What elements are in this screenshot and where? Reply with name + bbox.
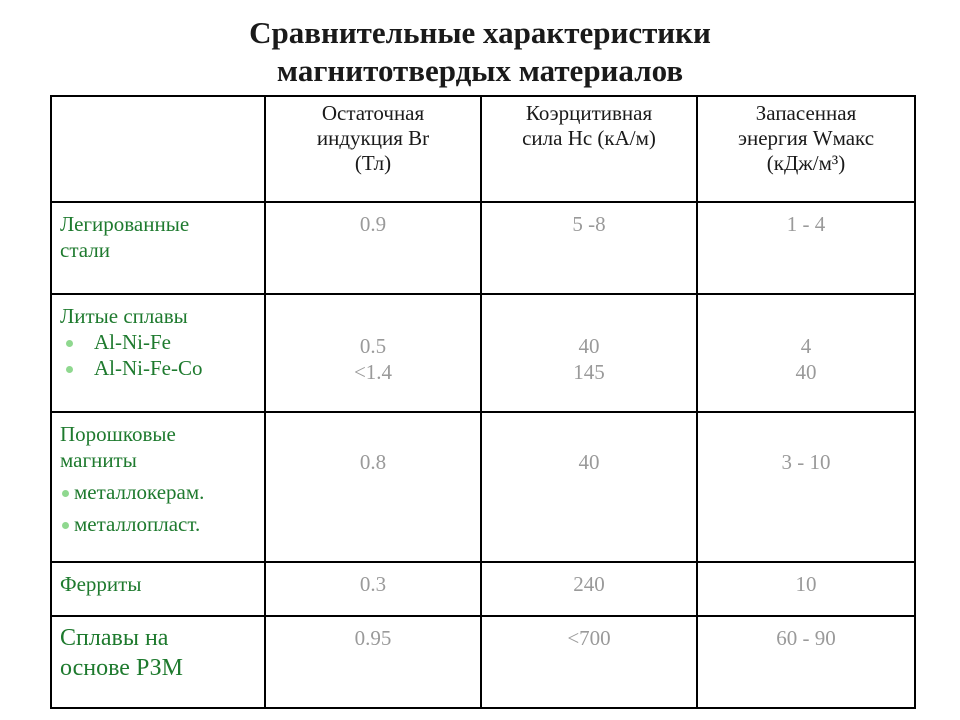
row-label-ferrites: Ферриты	[51, 562, 265, 616]
list-item: Al-Ni-Fe	[60, 329, 258, 355]
table-row	[51, 412, 915, 562]
row-label-rare-earth-alloys: Сплавы на основе РЗМ	[51, 616, 265, 708]
title-line-2: магнитотвердых материалов	[276, 53, 684, 88]
page-title	[0, 14, 960, 90]
header-empty-cell	[51, 96, 265, 202]
value-br: 0.5 <1.4	[265, 294, 481, 412]
row-label-powder-magnets: Порошковые магниты металлокерам. металлопласт.	[51, 412, 265, 562]
header-stored-energy: Запасенная энергия Wмакс (кДж/м³)	[697, 96, 915, 202]
bullet-icon	[62, 490, 69, 497]
table-header-row	[51, 96, 915, 202]
table-row	[51, 562, 915, 616]
value-w: 60 - 90	[697, 616, 915, 708]
value-hc: 40 145	[481, 294, 697, 412]
bullet-icon	[66, 340, 73, 347]
value-br: 0.8	[265, 412, 481, 562]
value-br: 0.3	[265, 562, 481, 616]
value-br: 0.9	[265, 202, 481, 294]
row-label-alloy-steels: Легированные стали	[51, 202, 265, 294]
row-label-cast-alloys: Литые сплавы Al-Ni-Fe Al-Ni-Fe-Co	[51, 294, 265, 412]
header-residual-induction: Остаточная индукция Br (Тл)	[265, 96, 481, 202]
header-coercive-force: Коэрцитивная сила Hc (кА/м)	[481, 96, 697, 202]
value-hc: 40	[481, 412, 697, 562]
value-hc: 240	[481, 562, 697, 616]
list-item: металлопласт.	[60, 511, 258, 537]
bullet-icon	[62, 522, 69, 529]
value-w: 3 - 10	[697, 412, 915, 562]
bullet-icon	[66, 366, 73, 373]
table-row	[51, 202, 915, 294]
value-w: 10	[697, 562, 915, 616]
list-item: металлокерам.	[60, 479, 258, 505]
value-hc: 5 -8	[481, 202, 697, 294]
comparison-table	[50, 95, 916, 709]
value-w: 4 40	[697, 294, 915, 412]
list-item: Al-Ni-Fe-Co	[60, 355, 258, 381]
table-row	[51, 294, 915, 412]
title-line-1: Сравнительные характеристики	[249, 15, 711, 50]
value-w: 1 - 4	[697, 202, 915, 294]
value-hc: <700	[481, 616, 697, 708]
value-br: 0.95	[265, 616, 481, 708]
table-row	[51, 616, 915, 708]
